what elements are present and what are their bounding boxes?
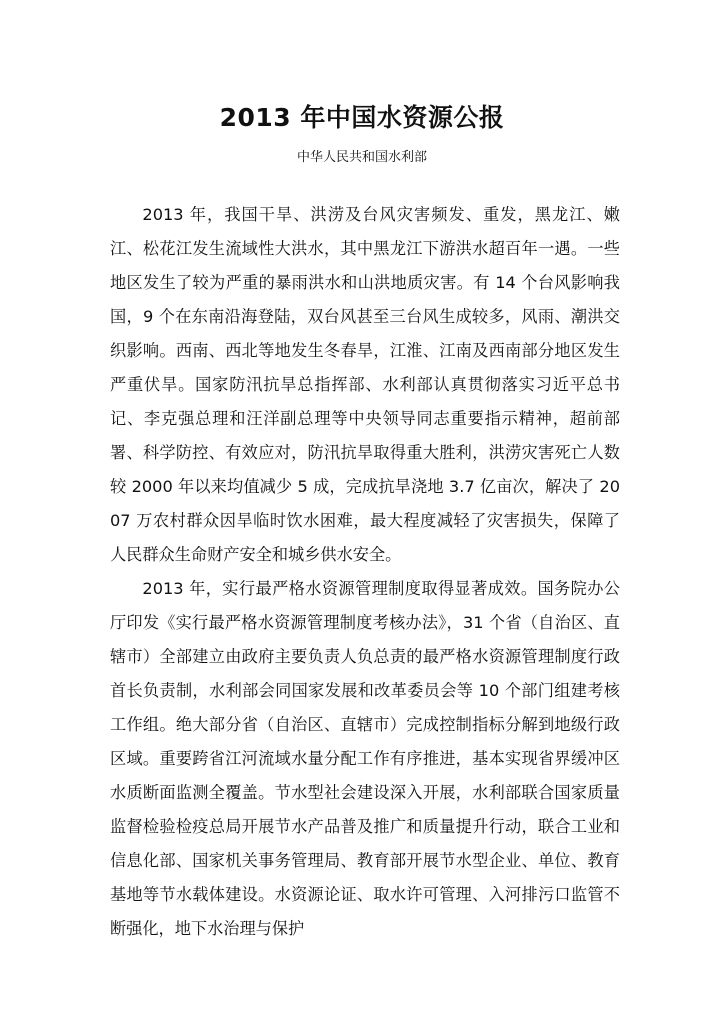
paragraph-1: 2013 年，我国干旱、洪涝及台风灾害频发、重发，黑龙江、嫩江、松花江发生流域性大洪水，其中黑龙江下游洪水超百年一遇。一些地区发生了较为严重的暴雨洪水和山洪地质灾害。有 14 个台风影响我国，9 个在东南沿海登陆，双台风甚至三台风生成较多，风雨、潮洪交织影响。西南、西北等地发生冬春旱，江淮、江南及西南部分地区发生严重伏旱。国家防汛抗旱总指挥部、水利部认真贯彻落实习近平总书记、李克强总理和汪洋副总理等中央领导同志重要指示精神，超前部署、科学防控、有效应对，防汛抗旱取得重大胜利，洪涝灾害死亡人数较 2000 年以来均值减少 5 成，完成抗旱浇地 3.7 亿亩次，解决了 2007 万农村群众因旱临时饮水困难，最大程度减轻了灾害损失，保障了人民群众生命财产安全和城乡供水安全。	[110, 205, 620, 564]
document-body	[110, 198, 620, 946]
document-subtitle: 中华人民共和国水利部	[296, 150, 427, 165]
document-title: 2013 年中国水资源公报	[219, 103, 505, 132]
paragraph-2: 2013 年，实行最严格水资源管理制度取得显著成效。国务院办公厅印发《实行最严格水资源管理制度考核办法》，31 个省（自治区、直辖市）全部建立由政府主要负责人负总责的最严格水资源管理制度行政首长负责制，水利部会同国家发展和改革委员会等 10 个部门组建考核工作组。绝大部分省（自治区、直辖市）完成控制指标分解到地级行政区域。重要跨省江河流域水量分配工作有序推进，基本实现省界缓冲区水质断面监测全覆盖。节水型社会建设深入开展，水利部联合国家质量监督检验检疫总局开展节水产品普及推广和质量提升行动，联合工业和信息化部、国家机关事务管理局、教育部开展节水型企业、单位、教育基地等节水载体建设。水资源论证、取水许可管理、入河排污口监管不断强化，地下水治理与保护	[110, 579, 620, 938]
